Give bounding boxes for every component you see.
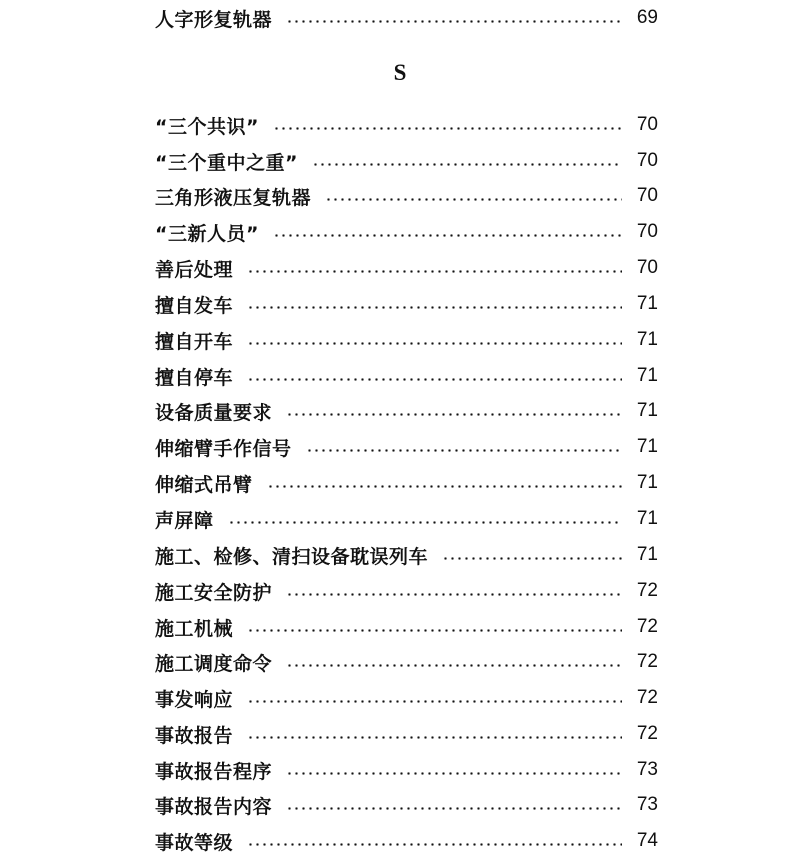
index-term: 善后处理 — [155, 258, 234, 281]
index-entry — [155, 289, 658, 319]
index-page-number: 71 — [636, 329, 658, 350]
index-entry — [155, 110, 658, 140]
index-page-number: 74 — [636, 830, 658, 851]
index-page-number: 73 — [636, 759, 658, 780]
dot-leader — [325, 198, 622, 201]
dot-leader — [247, 736, 622, 739]
index-page-number: 73 — [636, 794, 658, 815]
dot-leader — [286, 20, 622, 23]
index-term: 擅自开车 — [155, 330, 234, 353]
index-entry — [155, 396, 658, 426]
index-entry — [155, 432, 658, 462]
dot-leader — [286, 593, 622, 596]
index-term: 事故等级 — [155, 831, 234, 854]
index-page-number: 70 — [636, 257, 658, 278]
index-term: “三新人员” — [155, 222, 259, 245]
index-entry — [155, 540, 658, 570]
index-term: 事故报告程序 — [155, 760, 273, 783]
index-page-number: 72 — [636, 723, 658, 744]
index-page-number: 69 — [636, 7, 658, 28]
index-entry — [155, 361, 658, 391]
index-page-number: 71 — [636, 544, 658, 565]
dot-leader — [286, 772, 622, 775]
index-page-number: 72 — [636, 687, 658, 708]
dot-leader — [286, 413, 622, 416]
index-entry — [155, 468, 658, 498]
index-entry — [155, 826, 658, 856]
index-term: 擅自停车 — [155, 366, 234, 389]
index-term: 伸缩式吊臂 — [155, 473, 253, 496]
dot-leader — [286, 807, 622, 810]
index-term: 事发响应 — [155, 688, 234, 711]
index-entry — [155, 217, 658, 247]
index-page-number: 70 — [636, 185, 658, 206]
index-term: 声屏障 — [155, 509, 214, 532]
dot-leader — [228, 521, 622, 524]
index-entry — [155, 790, 658, 820]
index-page-number: 72 — [636, 651, 658, 672]
index-term: 施工机械 — [155, 617, 234, 640]
index-entry — [155, 683, 658, 713]
index-term: 施工安全防护 — [155, 581, 273, 604]
index-entry — [155, 755, 658, 785]
index-page-number: 71 — [636, 436, 658, 457]
index-entry — [155, 325, 658, 355]
index-term: 施工、检修、清扫设备耽误列车 — [155, 545, 429, 568]
dot-leader — [286, 664, 622, 667]
index-entry — [155, 253, 658, 283]
dot-leader — [267, 485, 622, 488]
index-page-number: 72 — [636, 580, 658, 601]
index-page-number: 70 — [636, 114, 658, 135]
index-term: 三角形液压复轨器 — [155, 186, 312, 209]
index-entry — [155, 3, 658, 33]
index-entry — [155, 576, 658, 606]
dot-leader — [312, 163, 622, 166]
dot-leader — [273, 127, 622, 130]
index-page-number: 72 — [636, 616, 658, 637]
index-entry — [155, 504, 658, 534]
index-term: 施工调度命令 — [155, 652, 273, 675]
dot-leader — [273, 234, 622, 237]
dot-leader — [247, 270, 622, 273]
index-page-number: 71 — [636, 472, 658, 493]
index-term: 伸缩臂手作信号 — [155, 437, 292, 460]
index-term: 擅自发车 — [155, 294, 234, 317]
dot-leader — [247, 843, 622, 846]
dot-leader — [247, 378, 622, 381]
dot-leader — [247, 306, 622, 309]
index-entry — [155, 647, 658, 677]
index-page-number: 70 — [636, 150, 658, 171]
index-term: “三个共识” — [155, 115, 259, 138]
index-entry — [155, 719, 658, 749]
dot-leader — [247, 700, 622, 703]
index-term: “三个重中之重” — [155, 151, 298, 174]
index-page-number: 71 — [636, 400, 658, 421]
index-page-number: 71 — [636, 293, 658, 314]
index-page-number: 71 — [636, 508, 658, 529]
index-page-number: 70 — [636, 221, 658, 242]
index-term: 事故报告 — [155, 724, 234, 747]
index-entry — [155, 612, 658, 642]
dot-leader — [247, 342, 622, 345]
dot-leader — [306, 449, 622, 452]
index-entry — [155, 146, 658, 176]
index-term: 事故报告内容 — [155, 795, 273, 818]
index-entry — [155, 181, 658, 211]
dot-leader — [442, 557, 622, 560]
dot-leader — [247, 629, 622, 632]
index-page-number: 71 — [636, 365, 658, 386]
index-term: 人字形复轨器 — [155, 8, 273, 31]
index-term: 设备质量要求 — [155, 401, 273, 424]
section-heading: S — [393, 60, 407, 85]
